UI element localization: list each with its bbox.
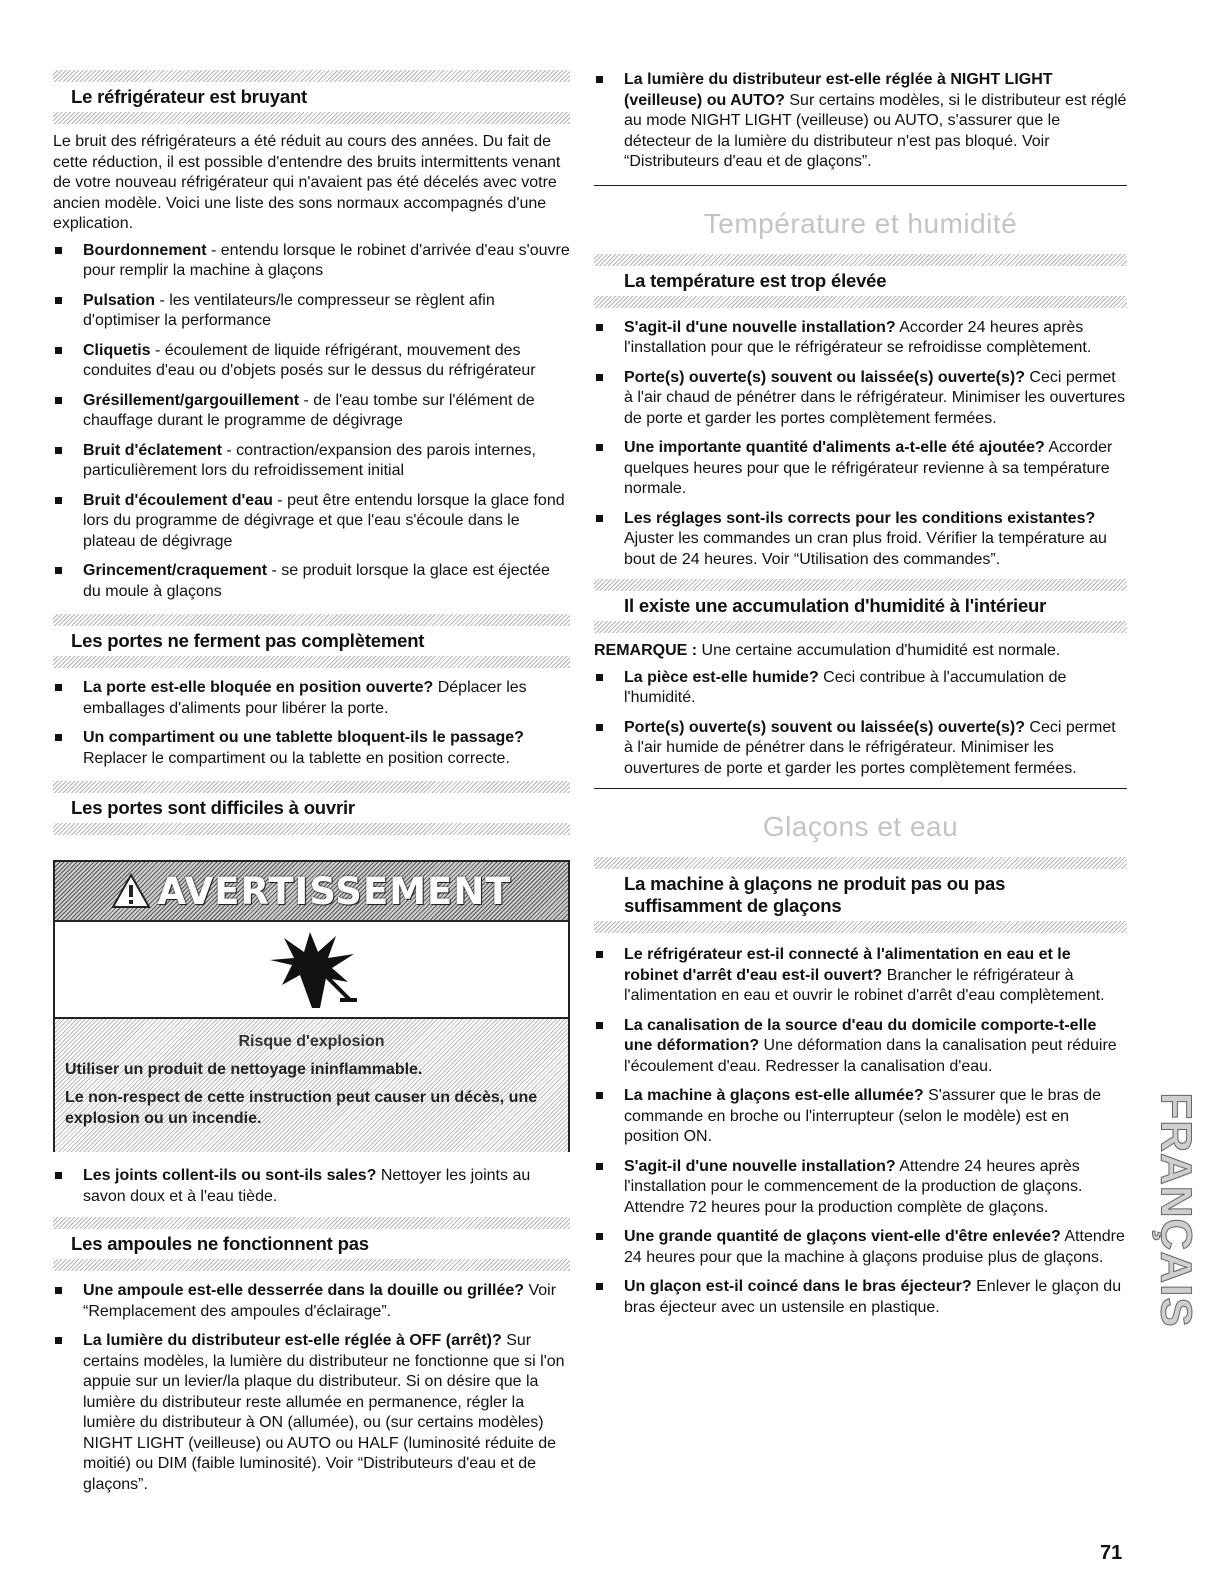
humidity-list — [594, 668, 1127, 780]
item-answer: Attendre 24 heures après l'installation pour le commencement de la production de glaçons. Attendre 72 heures pour la production complète de glaçons. — [624, 1157, 1083, 1216]
warning-risk: Risque d'explosion — [238, 1033, 385, 1050]
section-divider — [594, 621, 1127, 633]
seals-list — [53, 1166, 570, 1207]
warning-consequence: Le non-respect de cette instruction peut causer un décès, une explosion ou un incendie. — [65, 1089, 538, 1127]
list-item — [594, 318, 1127, 359]
section-humidity — [594, 579, 1127, 633]
list-item — [53, 441, 570, 482]
rule — [594, 185, 1127, 186]
section-title: La température est trop élevée — [624, 269, 887, 291]
item-question: La pièce est-elle humide? — [624, 668, 819, 686]
section-noisy — [53, 70, 570, 124]
note-text: Une certaine accumulation d'humidité est normale. — [697, 642, 1061, 659]
item-question: Grincement/craquement — [83, 562, 268, 579]
item-question: Les réglages sont-ils corrects pour les conditions existantes? — [624, 509, 1096, 527]
item-answer: Brancher le réfrigérateur à l'alimentation en eau et ouvrir le robinet d'arrêt d'eau complètement. — [624, 966, 1105, 1004]
language-tab — [1150, 1075, 1202, 1345]
item-answer: Sur certains modèles, la lumière du distributeur ne fonctionne que si l'on appuie sur un levier/la plaque du distributeur. Si on désire que la lumière du distributeur reste allumée en permanence, régler la lumière du distributeur à ON (allumée), ou (sur certains modèles) NIGHT LIGHT (veilleuse) ou AUTO ou HALF (luminosité réduite de moitié) ou DIM (faible luminosité). Voir “Distributeurs d'eau et de glaçons”. — [83, 1332, 565, 1493]
list-item — [594, 668, 1127, 709]
item-answer: Replacer le compartiment ou la tablette en position correcte. — [83, 749, 510, 767]
item-answer: - les ventilateurs/le compresseur se règlent afin d'optimiser la performance — [83, 291, 495, 329]
warning-triangle-icon — [111, 873, 151, 909]
item-answer: Ajuster les commandes un cran plus froid. Vérifier la température au bout de 24 heures. Voir “Utilisation des commandes”. — [624, 530, 1107, 568]
list-item — [53, 728, 570, 769]
list-item — [594, 368, 1127, 430]
list-item — [594, 1277, 1127, 1318]
item-question: La porte est-elle bloquée en position ouverte? — [83, 679, 434, 696]
list-item — [53, 241, 570, 282]
dispenser-light-list — [594, 70, 1127, 173]
section-title: Il existe une accumulation d'humidité à l'intérieur — [624, 595, 1047, 616]
item-answer: S'assurer que le bras de commande en broche ou l'interrupteur (selon le modèle) est en position ON. — [624, 1087, 1102, 1145]
doors-list — [53, 678, 570, 769]
warning-pictogram — [55, 922, 568, 1019]
section-divider — [594, 921, 1127, 933]
item-answer: - contraction/expansion des parois internes, particulièrement lors du refroidissement initial — [83, 441, 536, 479]
section-divider — [53, 70, 570, 82]
list-item — [594, 1016, 1127, 1078]
warning-heading: AVERTISSEMENT — [157, 869, 512, 913]
item-answer: - se produit lorsque la glace est éjectée du moule à glaçons — [83, 562, 550, 600]
list-item — [594, 509, 1127, 571]
item-answer: Déplacer les emballages d'aliments pour libérer la porte. — [83, 679, 527, 717]
section-divider — [53, 112, 570, 124]
item-question: La lumière du distributeur est-elle réglée à OFF (arrêt)? — [83, 1332, 502, 1349]
warning-instruction: Utiliser un produit de nettoyage ininflammable. — [65, 1061, 423, 1078]
section-divider — [594, 857, 1127, 869]
item-question: Porte(s) ouverte(s) souvent ou laissée(s) ouverte(s)? — [624, 718, 1025, 736]
section-divider — [594, 579, 1127, 591]
item-question: Une grande quantité de glaçons vient-elle d'être enlevée? — [624, 1228, 1061, 1245]
item-answer: Ceci permet à l'air humide de pénétrer dans le réfrigérateur. Minimiser les ouvertures de porte et garder les portes complètement fermées. — [624, 718, 1116, 777]
item-question: S'agit-il d'une nouvelle installation? — [624, 1157, 896, 1175]
left-column-bottom — [53, 1160, 570, 1504]
list-item — [53, 341, 570, 382]
item-answer: Enlever le glaçon du bras éjecteur avec un ustensile en plastique. — [624, 1278, 1122, 1316]
section-temp-high — [594, 254, 1127, 308]
note-label: REMARQUE : — [594, 642, 698, 659]
right-column — [594, 70, 1127, 1327]
item-answer: - peut être entendu lorsque la glace fond lors du programme de dégivrage et que l'eau s'écoule dans le plateau de dégivrage — [83, 491, 565, 550]
item-answer: Voir “Remplacement des ampoules d'éclairage”. — [83, 1282, 557, 1320]
item-answer: Sur certains modèles, si le distributeur est réglé au mode NIGHT LIGHT (veilleuse) ou AUTO, s'assurer que le détecteur de la lumière du distributeur n'est pas bloqué. Voir “Distributeurs d'eau et de glaçons”. — [624, 91, 1127, 170]
warning-header — [55, 862, 568, 922]
item-answer: - entendu lorsque le robinet d'arrivée d'eau s'ouvre pour remplir la machine à glaçons — [83, 241, 570, 279]
item-question: La machine à glaçons est-elle allumée? — [624, 1087, 924, 1104]
chapter-title-ice: Glaçons et eau — [762, 811, 959, 842]
item-answer: Accorder 24 heures après l'installation pour que le réfrigérateur se refroidisse complètement. — [624, 318, 1092, 356]
item-answer: Attendre 24 heures pour que la machine à glaçons produise plus de glaçons. — [624, 1228, 1125, 1266]
section-title: Le réfrigérateur est bruyant — [71, 86, 308, 107]
section-divider — [53, 823, 570, 835]
item-answer: Ceci permet à l'air chaud de pénétrer dans le réfrigérateur. Minimiser les ouvertures de porte et garder les portes complètement fermées. — [624, 368, 1126, 427]
list-item — [53, 391, 570, 432]
ice-list — [594, 945, 1127, 1318]
section-title: Les ampoules ne fonctionnent pas — [71, 1233, 369, 1254]
list-item — [594, 438, 1127, 500]
item-question: Un glaçon est-il coincé dans le bras éjecteur? — [624, 1278, 972, 1295]
explosion-icon — [262, 930, 362, 1010]
item-answer: Nettoyer les joints au savon doux et à l'eau tiède. — [83, 1167, 531, 1205]
section-doors-close — [53, 614, 570, 668]
item-answer: Une déformation dans la canalisation peut réduire l'écoulement d'eau. Redresser la canalisation d'eau. — [624, 1037, 1117, 1075]
section-doors-open — [53, 781, 570, 835]
item-answer: - de l'eau tombe sur l'élément de chauffage durant le programme de dégivrage — [83, 391, 535, 429]
section-divider — [594, 296, 1127, 308]
list-item — [594, 70, 1127, 173]
item-answer: Accorder quelques heures pour que le réfrigérateur revienne à sa température normale. — [624, 439, 1113, 497]
chapter-title-temperature: Température et humidité — [703, 207, 1018, 239]
item-question: Grésillement/gargouillement — [83, 391, 300, 409]
item-question: Pulsation — [83, 291, 156, 309]
left-column — [53, 70, 570, 835]
list-item — [594, 1157, 1127, 1219]
list-item — [594, 1227, 1127, 1268]
list-item — [53, 1281, 570, 1322]
item-question: Les joints collent-ils ou sont-ils sales? — [83, 1167, 377, 1184]
section-bulbs — [53, 1217, 570, 1271]
intro-paragraph: Le bruit des réfrigérateurs a été réduit au cours des années. Du fait de cette réduction, il est possible d'entendre des bruits intermittents venant de votre nouveau réfrigérateur qui n'avaient pas été décelés avec votre ancien modèle. Voici une liste des sons normaux accompagnés d'une explication. — [53, 133, 561, 232]
warning-text — [55, 1019, 568, 1152]
list-item — [594, 718, 1127, 780]
list-item — [53, 1166, 570, 1207]
section-title: Les portes ne ferment pas complètement — [71, 630, 425, 651]
temperature-list — [594, 318, 1127, 571]
noise-list — [53, 241, 570, 603]
section-ice — [594, 857, 1127, 933]
item-answer: Ceci contribue à l'accumulation de l'humidité. — [624, 668, 1067, 706]
list-item — [53, 491, 570, 553]
section-divider — [53, 1217, 570, 1229]
item-question: Une importante quantité d'aliments a-t-elle été ajoutée? — [624, 439, 1045, 456]
item-question: Cliquetis — [83, 341, 151, 359]
rule — [594, 788, 1127, 789]
item-question: La lumière du distributeur est-elle réglée à NIGHT LIGHT (veilleuse) ou AUTO? — [624, 71, 1053, 109]
humidity-note — [594, 641, 1127, 662]
section-title: Les portes sont difficiles à ouvrir — [71, 797, 355, 818]
item-question: Porte(s) ouverte(s) souvent ou laissée(s) ouverte(s)? — [624, 368, 1025, 386]
page-number: 71 — [1100, 1542, 1123, 1564]
item-question: Une ampoule est-elle desserrée dans la douille ou grillée? — [83, 1282, 525, 1299]
item-question: Le réfrigérateur est-il connecté à l'alimentation en eau et le robinet d'arrêt d'eau est-il ouvert? — [624, 946, 1071, 984]
section-divider — [594, 254, 1127, 266]
list-item — [53, 678, 570, 719]
item-question: Un compartiment ou une tablette bloquent-ils le passage? — [83, 729, 524, 746]
section-divider — [53, 614, 570, 626]
item-question: Bruit d'éclatement — [83, 441, 222, 459]
bulbs-list — [53, 1281, 570, 1495]
section-title: La machine à glaçons ne produit pas ou pas suffisamment de glaçons — [624, 873, 1006, 916]
item-question: Bruit d'écoulement d'eau — [83, 491, 273, 509]
section-divider — [53, 656, 570, 668]
section-divider — [53, 1259, 570, 1271]
list-item — [594, 945, 1127, 1007]
warning-box — [53, 860, 570, 1152]
list-item — [53, 561, 570, 602]
item-question: Bourdonnement — [83, 241, 207, 259]
language-tab-label: FRANÇAIS — [1152, 1092, 1202, 1328]
list-item — [53, 291, 570, 332]
section-divider — [53, 781, 570, 793]
item-question: S'agit-il d'une nouvelle installation? — [624, 318, 896, 336]
list-item — [594, 1086, 1127, 1148]
item-question: La canalisation de la source d'eau du domicile comporte-t-elle une déformation? — [624, 1016, 1097, 1054]
item-answer: - écoulement de liquide réfrigérant, mouvement des conduites d'eau ou d'objets posés sur le dessus du réfrigérateur — [83, 341, 536, 379]
list-item — [53, 1331, 570, 1495]
